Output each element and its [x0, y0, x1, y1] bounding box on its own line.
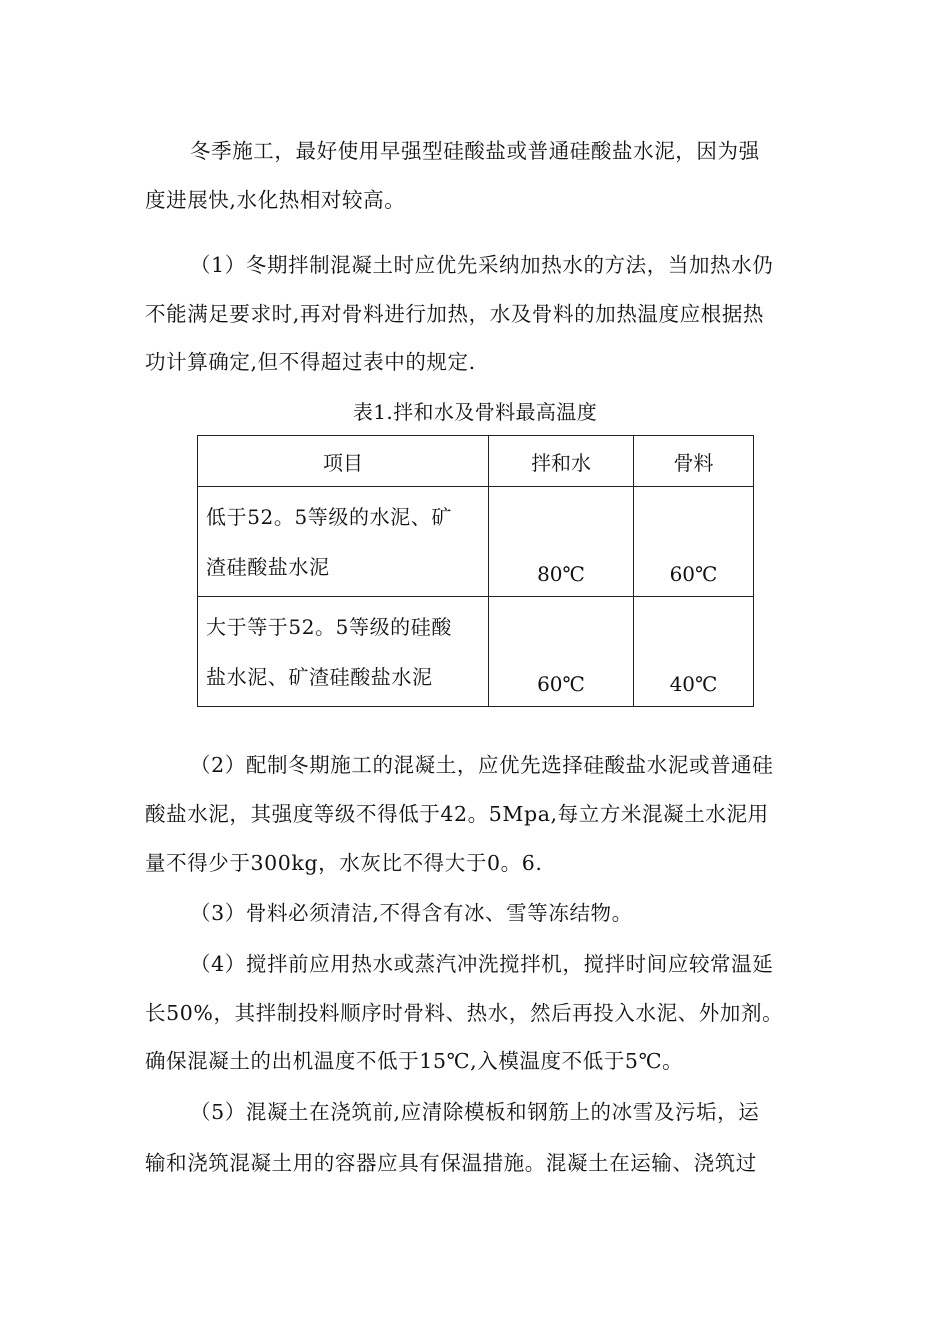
paragraph-line: （5）混凝土在浇筑前,应清除模板和钢筋上的冰雪及污垢，运: [190, 1100, 760, 1124]
row-item-cell: [198, 487, 489, 597]
paragraph-line: （2）配制冬期施工的混凝土，应优先选择硅酸盐水泥或普通硅: [190, 753, 774, 777]
table-header-row: [198, 436, 754, 487]
row-water-cell: 60℃: [489, 597, 634, 707]
paragraph-line: 不能满足要求时,再对骨料进行加热，水及骨料的加热温度应根据热: [145, 302, 765, 326]
paragraph-line: （4）搅拌前应用热水或蒸汽冲洗搅拌机，搅拌时间应较常温延: [190, 952, 774, 976]
paragraph-line: 功计算确定,但不得超过表中的规定.: [145, 350, 476, 374]
paragraph-line: （3）骨料必须清洁,不得含有冰、雪等冻结物。: [190, 901, 633, 925]
paragraph-line: 输和浇筑混凝土用的容器应具有保温措施。混凝土在运输、浇筑过: [145, 1151, 757, 1175]
paragraph-line: 度进展快,水化热相对较高。: [145, 188, 406, 212]
row-aggregate-cell: 40℃: [634, 597, 754, 707]
header-aggregate: 骨料: [634, 436, 754, 487]
row-item-line: 大于等于52。5等级的硅酸: [206, 614, 452, 639]
header-item: 项目: [198, 436, 489, 487]
table-caption: 表1.拌和水及骨料最高温度: [352, 400, 598, 424]
header-water: 拌和水: [489, 436, 634, 487]
row-item-line: 低于52。5等级的水泥、矿: [206, 504, 452, 529]
paragraph-line: （1）冬期拌制混凝土时应优先采纳加热水的方法，当加热水仍: [190, 253, 774, 277]
paragraph-line: 冬季施工，最好使用早强型硅酸盐或普通硅酸盐水泥，因为强: [190, 139, 760, 163]
paragraph-line: 量不得少于300kg，水灰比不得大于0。6.: [145, 851, 543, 875]
table-row: [198, 487, 754, 597]
paragraph-line: 长50%，其拌制投料顺序时骨料、热水，然后再投入水泥、外加剂。: [145, 1001, 784, 1025]
paragraph-line: 确保混凝土的出机温度不低于15℃,入模温度不低于5℃。: [145, 1049, 684, 1073]
row-water-cell: 80℃: [489, 487, 634, 597]
row-item-line: 盐水泥、矿渣硅酸盐水泥: [206, 664, 433, 689]
paragraph-line: 酸盐水泥，其强度等级不得低于42。5Mpa,每立方米混凝土水泥用: [145, 802, 769, 826]
row-aggregate-cell: 60℃: [634, 487, 754, 597]
row-item-cell: [198, 597, 489, 707]
table-row: [198, 597, 754, 707]
row-item-line: 渣硅酸盐水泥: [206, 554, 330, 579]
temperature-table: [197, 435, 754, 707]
